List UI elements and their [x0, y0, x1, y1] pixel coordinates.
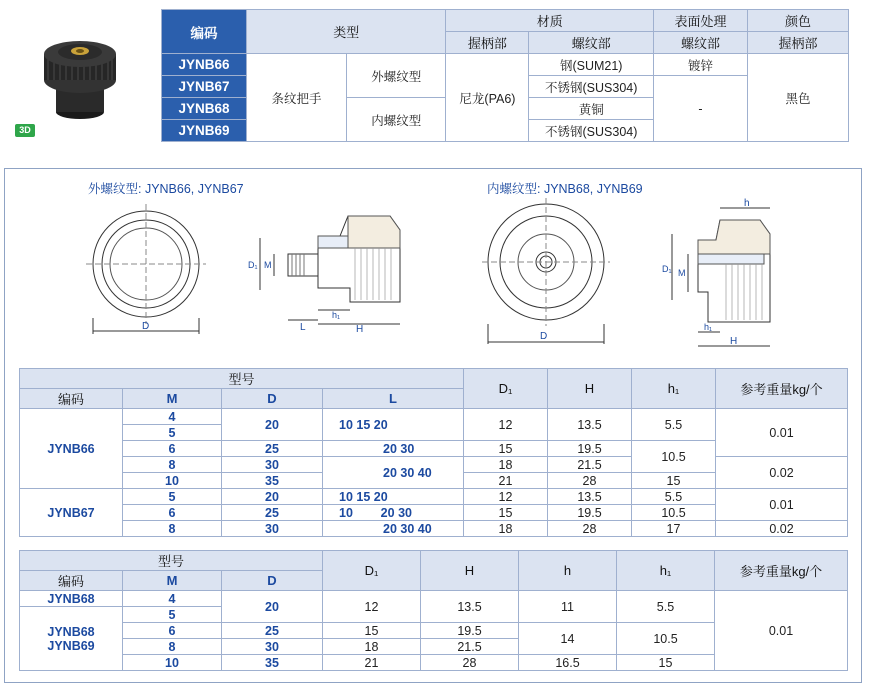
dimension-table-inner — [19, 550, 848, 671]
cell-M: 5 — [123, 425, 222, 441]
inner-front-view — [480, 196, 620, 346]
cell-h1: 10.5 — [632, 441, 716, 473]
cell-D: 25 — [222, 505, 323, 521]
cell-h: 11 — [519, 591, 617, 623]
thread-material: 不锈钢(SUS304) — [529, 76, 654, 98]
code-cell[interactable]: JYNB67 — [20, 489, 123, 537]
dim-h: h — [744, 198, 750, 209]
cell-M: 8 — [123, 521, 222, 537]
cell-weight: 0.02 — [716, 457, 848, 489]
cell-h1: 5.5 — [632, 489, 716, 505]
cell-H: 28 — [548, 473, 632, 489]
header-weight: 参考重量kg/个 — [715, 551, 848, 591]
type-outer: 外螺纹型 — [347, 54, 446, 98]
cell-D1: 15 — [464, 505, 548, 521]
cell-h1: 17 — [632, 521, 716, 537]
header-color-grip: 握柄部 — [748, 32, 849, 54]
cell-H: 21.5 — [421, 639, 519, 655]
cell-M: 10 — [123, 655, 222, 671]
cell-weight: 0.01 — [716, 489, 848, 521]
cell-D1: 15 — [323, 623, 421, 639]
cell-L: 20 30 40 — [323, 457, 464, 489]
dim-M: M — [678, 268, 686, 278]
cell-M: 5 — [123, 489, 222, 505]
header-material: 材质 — [446, 10, 654, 32]
header-h: h — [519, 551, 617, 591]
cell-weight: 0.01 — [716, 409, 848, 457]
cell-M: 6 — [123, 623, 222, 639]
header-L: L — [323, 389, 464, 409]
cell-D: 20 — [222, 591, 323, 623]
code-cell-group[interactable] — [20, 607, 123, 671]
cell-M: 8 — [123, 457, 222, 473]
code-line: JYNB68 — [47, 624, 95, 639]
header-code: 编码 — [162, 10, 247, 54]
color-value: 黑色 — [748, 54, 849, 142]
header-surface-thread: 螺纹部 — [654, 32, 748, 54]
cell-h1: 15 — [632, 473, 716, 489]
group-header: 型号 — [20, 551, 323, 571]
cell-h: 14 — [519, 623, 617, 655]
thread-material: 钢(SUM21) — [529, 54, 654, 76]
cell-D1: 21 — [323, 655, 421, 671]
cell-D: 35 — [222, 473, 323, 489]
thread-material: 不锈钢(SUS304) — [529, 120, 654, 142]
dim-M: M — [264, 260, 272, 270]
code-cell[interactable]: JYNB66 — [20, 409, 123, 489]
header-M: M — [123, 389, 222, 409]
header-h1: h₁ — [617, 551, 715, 591]
dim-D: D — [540, 331, 548, 342]
cell-L: 10 15 20 — [323, 489, 464, 505]
cell-h1: 15 — [617, 655, 715, 671]
code-line: JYNB69 — [47, 638, 95, 653]
dim-H: H — [730, 336, 738, 347]
cell-D: 25 — [222, 623, 323, 639]
dim-D1: D₁ — [662, 264, 672, 274]
cell-M: 8 — [123, 639, 222, 655]
product-image — [8, 10, 158, 142]
cell-L: 20 30 40 — [323, 521, 464, 537]
cell-h1: 10.5 — [617, 623, 715, 655]
cell-L: 10 15 20 — [323, 409, 464, 441]
dim-D: D — [142, 321, 150, 332]
dim-h1: h₁ — [704, 322, 713, 332]
cell-D: 30 — [222, 639, 323, 655]
cell-L: 20 30 — [323, 441, 464, 457]
cell-L: 10 20 30 — [323, 505, 464, 521]
cell-h1: 5.5 — [632, 409, 716, 441]
header-D1: D₁ — [323, 551, 421, 591]
cell-D: 30 — [222, 457, 323, 473]
cell-H: 28 — [548, 521, 632, 537]
cell-D1: 18 — [323, 639, 421, 655]
header-D1: D₁ — [464, 369, 548, 409]
header-code: 编码 — [20, 389, 123, 409]
header-h1: h₁ — [632, 369, 716, 409]
inner-drawing-title: 内螺纹型: JYNB68, JYNB69 — [487, 182, 643, 196]
cell-D: 30 — [222, 521, 323, 537]
group-header: 型号 — [20, 369, 464, 389]
cell-M: 4 — [123, 591, 222, 607]
dim-H: H — [356, 324, 364, 335]
cell-H: 19.5 — [548, 441, 632, 457]
outer-drawing-title: 外螺纹型: JYNB66, JYNB67 — [88, 182, 244, 196]
code-cell[interactable]: JYNB67 — [162, 76, 247, 98]
code-cell[interactable]: JYNB66 — [162, 54, 247, 76]
header-type: 类型 — [247, 10, 446, 54]
cell-D: 35 — [222, 655, 323, 671]
spec-table-top — [161, 9, 849, 142]
cell-h1: 5.5 — [617, 591, 715, 623]
cell-D1: 15 — [464, 441, 548, 457]
header-D: D — [222, 571, 323, 591]
cell-D1: 12 — [464, 409, 548, 441]
surface-value: - — [654, 76, 748, 142]
cell-H: 13.5 — [548, 409, 632, 441]
cell-H: 13.5 — [548, 489, 632, 505]
thread-material: 黄铜 — [529, 98, 654, 120]
cell-H: 19.5 — [548, 505, 632, 521]
inner-side-view — [660, 196, 790, 352]
cell-h: 16.5 — [519, 655, 617, 671]
cell-D1: 12 — [323, 591, 421, 623]
header-H: H — [548, 369, 632, 409]
header-grip: 握柄部 — [446, 32, 529, 54]
cell-D: 25 — [222, 441, 323, 457]
cell-weight: 0.01 — [715, 591, 848, 671]
header-color: 颜色 — [748, 10, 849, 32]
cell-weight: 0.02 — [716, 521, 848, 537]
code-cell[interactable]: JYNB69 — [162, 120, 247, 142]
cell-M: 5 — [123, 607, 222, 623]
code-cell[interactable]: JYNB68 — [162, 98, 247, 120]
header-code: 编码 — [20, 571, 123, 591]
cell-M: 6 — [123, 441, 222, 457]
cell-D1: 21 — [464, 473, 548, 489]
cell-M: 10 — [123, 473, 222, 489]
header-H: H — [421, 551, 519, 591]
header-thread: 螺纹部 — [529, 32, 654, 54]
dim-L: L — [300, 322, 306, 333]
3d-badge[interactable]: 3D — [15, 124, 35, 137]
type-main: 条纹把手 — [247, 54, 347, 142]
header-D: D — [222, 389, 323, 409]
header-M: M — [123, 571, 222, 591]
type-inner: 内螺纹型 — [347, 98, 446, 142]
cell-D1: 12 — [464, 489, 548, 505]
cell-M: 4 — [123, 409, 222, 425]
cell-M: 6 — [123, 505, 222, 521]
header-surface: 表面处理 — [654, 10, 748, 32]
outer-front-view — [80, 196, 220, 338]
cell-D: 20 — [222, 489, 323, 505]
dimension-table-outer — [19, 368, 848, 537]
cell-D: 20 — [222, 409, 323, 441]
cell-H: 19.5 — [421, 623, 519, 639]
cell-H: 13.5 — [421, 591, 519, 623]
cell-D1: 18 — [464, 521, 548, 537]
cell-H: 28 — [421, 655, 519, 671]
code-cell[interactable]: JYNB68 — [20, 591, 123, 607]
cell-D1: 18 — [464, 457, 548, 473]
dim-D1: D₁ — [248, 260, 258, 270]
grip-material: 尼龙(PA6) — [446, 54, 529, 142]
header-weight: 参考重量kg/个 — [716, 369, 848, 409]
cell-H: 21.5 — [548, 457, 632, 473]
surface-value: 镀锌 — [654, 54, 748, 76]
dim-h1: h₁ — [332, 310, 341, 320]
outer-side-view — [240, 196, 420, 338]
cell-h1: 10.5 — [632, 505, 716, 521]
